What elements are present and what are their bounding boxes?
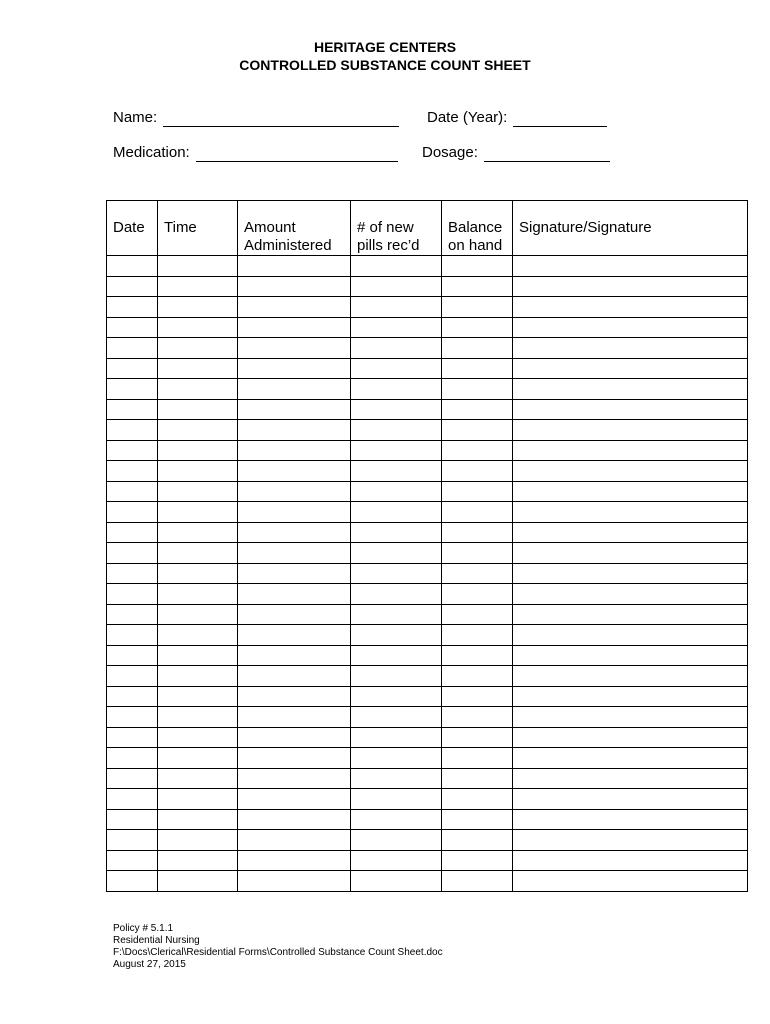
cell-balance-on-hand[interactable] (442, 563, 513, 584)
table-row (107, 563, 748, 584)
cell-new-pills-received[interactable] (351, 522, 442, 543)
cell-amount-administered[interactable] (238, 440, 351, 461)
cell-time[interactable] (158, 768, 238, 789)
cell-date[interactable] (107, 727, 158, 748)
column-header-new-pills-received: # of new pills rec’d (351, 201, 442, 256)
cell-time[interactable] (158, 707, 238, 728)
cell-signature[interactable] (513, 584, 748, 605)
cell-new-pills-received[interactable] (351, 727, 442, 748)
cell-balance-on-hand[interactable] (442, 645, 513, 666)
cell-new-pills-received[interactable] (351, 338, 442, 359)
footer-policy-number: Policy # 5.1.1 (113, 923, 174, 934)
cell-amount-administered[interactable] (238, 850, 351, 871)
cell-date[interactable] (107, 481, 158, 502)
cell-time[interactable] (158, 358, 238, 379)
cell-signature[interactable] (513, 461, 748, 482)
cell-signature[interactable] (513, 789, 748, 810)
cell-new-pills-received[interactable] (351, 502, 442, 523)
cell-time[interactable] (158, 830, 238, 851)
cell-signature[interactable] (513, 522, 748, 543)
cell-balance-on-hand[interactable] (442, 707, 513, 728)
table-row (107, 850, 748, 871)
cell-balance-on-hand[interactable] (442, 297, 513, 318)
form-title (0, 38, 770, 74)
cell-new-pills-received[interactable] (351, 256, 442, 277)
cell-date[interactable] (107, 317, 158, 338)
cell-new-pills-received[interactable] (351, 789, 442, 810)
cell-date[interactable] (107, 850, 158, 871)
cell-balance-on-hand[interactable] (442, 850, 513, 871)
document-footer (113, 923, 443, 971)
footer-file-path: F:\Docs\Clerical\Residential Forms\Controlled Substance Count Sheet.doc (113, 947, 443, 958)
column-header-signature: Signature/Signature (513, 201, 748, 256)
date-year-label: Date (Year): (427, 109, 508, 126)
cell-signature[interactable] (513, 850, 748, 871)
cell-date[interactable] (107, 625, 158, 646)
cell-date[interactable] (107, 871, 158, 892)
cell-time[interactable] (158, 871, 238, 892)
cell-date[interactable] (107, 604, 158, 625)
date-year-field[interactable] (427, 109, 607, 127)
cell-time[interactable] (158, 850, 238, 871)
table-row (107, 727, 748, 748)
table-row (107, 256, 748, 277)
table-row (107, 297, 748, 318)
medication-blank-line[interactable] (196, 146, 398, 162)
cell-signature[interactable] (513, 625, 748, 646)
cell-time[interactable] (158, 543, 238, 564)
table-row (107, 666, 748, 687)
cell-date[interactable] (107, 338, 158, 359)
cell-time[interactable] (158, 604, 238, 625)
cell-date[interactable] (107, 666, 158, 687)
cell-signature[interactable] (513, 686, 748, 707)
table-row (107, 645, 748, 666)
cell-new-pills-received[interactable] (351, 297, 442, 318)
name-label: Name: (113, 109, 158, 126)
cell-amount-administered[interactable] (238, 645, 351, 666)
cell-date[interactable] (107, 297, 158, 318)
cell-time[interactable] (158, 461, 238, 482)
table-row (107, 830, 748, 851)
table-row (107, 768, 748, 789)
cell-balance-on-hand[interactable] (442, 420, 513, 441)
cell-signature[interactable] (513, 768, 748, 789)
medication-field[interactable] (113, 144, 398, 162)
column-header-time: Time (158, 201, 238, 256)
cell-date[interactable] (107, 440, 158, 461)
cell-time[interactable] (158, 317, 238, 338)
cell-signature[interactable] (513, 358, 748, 379)
cell-signature[interactable] (513, 809, 748, 830)
footer-department: Residential Nursing (113, 935, 200, 946)
cell-time[interactable] (158, 727, 238, 748)
cell-time[interactable] (158, 748, 238, 769)
cell-new-pills-received[interactable] (351, 645, 442, 666)
cell-signature[interactable] (513, 707, 748, 728)
cell-date[interactable] (107, 789, 158, 810)
cell-signature[interactable] (513, 604, 748, 625)
cell-signature[interactable] (513, 256, 748, 277)
cell-balance-on-hand[interactable] (442, 830, 513, 851)
table-row (107, 317, 748, 338)
cell-time[interactable] (158, 276, 238, 297)
cell-signature[interactable] (513, 666, 748, 687)
table-row (107, 584, 748, 605)
cell-amount-administered[interactable] (238, 461, 351, 482)
medication-label: Medication: (113, 144, 190, 161)
table-row (107, 543, 748, 564)
cell-new-pills-received[interactable] (351, 707, 442, 728)
cell-signature[interactable] (513, 748, 748, 769)
date-year-blank-line[interactable] (513, 111, 607, 127)
cell-amount-administered[interactable] (238, 481, 351, 502)
dosage-label: Dosage: (422, 144, 478, 161)
column-header-date: Date (107, 201, 158, 256)
cell-balance-on-hand[interactable] (442, 522, 513, 543)
cell-time[interactable] (158, 625, 238, 646)
cell-signature[interactable] (513, 481, 748, 502)
cell-new-pills-received[interactable] (351, 809, 442, 830)
table-row (107, 748, 748, 769)
cell-signature[interactable] (513, 440, 748, 461)
cell-time[interactable] (158, 686, 238, 707)
cell-signature[interactable] (513, 502, 748, 523)
cell-amount-administered[interactable] (238, 707, 351, 728)
cell-time[interactable] (158, 420, 238, 441)
table-row (107, 399, 748, 420)
cell-amount-administered[interactable] (238, 297, 351, 318)
cell-date[interactable] (107, 256, 158, 277)
table-row (107, 276, 748, 297)
cell-balance-on-hand[interactable] (442, 379, 513, 400)
cell-new-pills-received[interactable] (351, 317, 442, 338)
cell-new-pills-received[interactable] (351, 666, 442, 687)
cell-signature[interactable] (513, 338, 748, 359)
cell-balance-on-hand[interactable] (442, 604, 513, 625)
cell-amount-administered[interactable] (238, 420, 351, 441)
column-header-amount-administered: Amount Administered (238, 201, 351, 256)
table-row (107, 604, 748, 625)
cell-time[interactable] (158, 338, 238, 359)
cell-date[interactable] (107, 522, 158, 543)
cell-date[interactable] (107, 748, 158, 769)
cell-new-pills-received[interactable] (351, 399, 442, 420)
cell-date[interactable] (107, 809, 158, 830)
cell-balance-on-hand[interactable] (442, 768, 513, 789)
cell-balance-on-hand[interactable] (442, 461, 513, 482)
cell-balance-on-hand[interactable] (442, 686, 513, 707)
cell-balance-on-hand[interactable] (442, 809, 513, 830)
cell-time[interactable] (158, 440, 238, 461)
cell-amount-administered[interactable] (238, 830, 351, 851)
cell-time[interactable] (158, 481, 238, 502)
table-row (107, 809, 748, 830)
cell-balance-on-hand[interactable] (442, 502, 513, 523)
cell-amount-administered[interactable] (238, 379, 351, 400)
cell-signature[interactable] (513, 543, 748, 564)
cell-balance-on-hand[interactable] (442, 440, 513, 461)
cell-new-pills-received[interactable] (351, 850, 442, 871)
cell-balance-on-hand[interactable] (442, 276, 513, 297)
cell-date[interactable] (107, 563, 158, 584)
cell-amount-administered[interactable] (238, 768, 351, 789)
cell-balance-on-hand[interactable] (442, 543, 513, 564)
cell-balance-on-hand[interactable] (442, 789, 513, 810)
count-table (106, 200, 748, 892)
cell-new-pills-received[interactable] (351, 830, 442, 851)
table-body (107, 256, 748, 892)
cell-balance-on-hand[interactable] (442, 871, 513, 892)
cell-new-pills-received[interactable] (351, 748, 442, 769)
cell-amount-administered[interactable] (238, 338, 351, 359)
cell-amount-administered[interactable] (238, 358, 351, 379)
cell-time[interactable] (158, 256, 238, 277)
cell-new-pills-received[interactable] (351, 686, 442, 707)
dosage-field[interactable] (422, 144, 610, 162)
cell-amount-administered[interactable] (238, 871, 351, 892)
cell-new-pills-received[interactable] (351, 625, 442, 646)
cell-new-pills-received[interactable] (351, 379, 442, 400)
cell-amount-administered[interactable] (238, 727, 351, 748)
cell-signature[interactable] (513, 276, 748, 297)
cell-balance-on-hand[interactable] (442, 256, 513, 277)
cell-time[interactable] (158, 584, 238, 605)
table-row (107, 481, 748, 502)
cell-balance-on-hand[interactable] (442, 358, 513, 379)
table-row (107, 522, 748, 543)
cell-date[interactable] (107, 707, 158, 728)
cell-amount-administered[interactable] (238, 399, 351, 420)
cell-new-pills-received[interactable] (351, 584, 442, 605)
cell-signature[interactable] (513, 297, 748, 318)
cell-balance-on-hand[interactable] (442, 317, 513, 338)
cell-signature[interactable] (513, 871, 748, 892)
column-header-balance-on-hand: Balance on hand (442, 201, 513, 256)
cell-new-pills-received[interactable] (351, 420, 442, 441)
cell-new-pills-received[interactable] (351, 604, 442, 625)
cell-new-pills-received[interactable] (351, 276, 442, 297)
table-row (107, 789, 748, 810)
cell-signature[interactable] (513, 727, 748, 748)
cell-date[interactable] (107, 543, 158, 564)
cell-balance-on-hand[interactable] (442, 338, 513, 359)
cell-date[interactable] (107, 502, 158, 523)
cell-new-pills-received[interactable] (351, 871, 442, 892)
cell-time[interactable] (158, 297, 238, 318)
cell-time[interactable] (158, 666, 238, 687)
title-line-organization: HERITAGE CENTERS (313, 39, 457, 55)
cell-amount-administered[interactable] (238, 276, 351, 297)
cell-new-pills-received[interactable] (351, 461, 442, 482)
cell-date[interactable] (107, 461, 158, 482)
footer-date: August 27, 2015 (113, 959, 186, 970)
cell-time[interactable] (158, 563, 238, 584)
cell-signature[interactable] (513, 830, 748, 851)
cell-amount-administered[interactable] (238, 748, 351, 769)
table-header-row (107, 201, 748, 256)
table-row (107, 707, 748, 728)
cell-time[interactable] (158, 522, 238, 543)
cell-amount-administered[interactable] (238, 543, 351, 564)
table-row (107, 871, 748, 892)
name-blank-line[interactable] (163, 111, 399, 127)
cell-amount-administered[interactable] (238, 789, 351, 810)
cell-amount-administered[interactable] (238, 809, 351, 830)
cell-signature[interactable] (513, 317, 748, 338)
cell-amount-administered[interactable] (238, 686, 351, 707)
cell-new-pills-received[interactable] (351, 768, 442, 789)
cell-time[interactable] (158, 502, 238, 523)
table-row (107, 625, 748, 646)
cell-date[interactable] (107, 584, 158, 605)
cell-date[interactable] (107, 420, 158, 441)
table-row (107, 338, 748, 359)
cell-balance-on-hand[interactable] (442, 584, 513, 605)
name-field[interactable] (113, 109, 399, 127)
cell-date[interactable] (107, 645, 158, 666)
cell-date[interactable] (107, 276, 158, 297)
cell-date[interactable] (107, 399, 158, 420)
cell-time[interactable] (158, 379, 238, 400)
cell-date[interactable] (107, 358, 158, 379)
cell-new-pills-received[interactable] (351, 358, 442, 379)
cell-date[interactable] (107, 768, 158, 789)
cell-date[interactable] (107, 379, 158, 400)
cell-amount-administered[interactable] (238, 584, 351, 605)
cell-signature[interactable] (513, 563, 748, 584)
cell-balance-on-hand[interactable] (442, 625, 513, 646)
cell-new-pills-received[interactable] (351, 440, 442, 461)
cell-signature[interactable] (513, 379, 748, 400)
table-row (107, 440, 748, 461)
table-row (107, 502, 748, 523)
cell-time[interactable] (158, 399, 238, 420)
cell-amount-administered[interactable] (238, 256, 351, 277)
cell-balance-on-hand[interactable] (442, 748, 513, 769)
cell-new-pills-received[interactable] (351, 543, 442, 564)
table-row (107, 420, 748, 441)
table-row (107, 379, 748, 400)
cell-amount-administered[interactable] (238, 522, 351, 543)
cell-new-pills-received[interactable] (351, 481, 442, 502)
cell-balance-on-hand[interactable] (442, 399, 513, 420)
cell-balance-on-hand[interactable] (442, 727, 513, 748)
table-row (107, 358, 748, 379)
cell-date[interactable] (107, 830, 158, 851)
cell-date[interactable] (107, 686, 158, 707)
cell-time[interactable] (158, 789, 238, 810)
title-line-form-name: CONTROLLED SUBSTANCE COUNT SHEET (239, 57, 531, 73)
cell-amount-administered[interactable] (238, 502, 351, 523)
table-row (107, 461, 748, 482)
cell-signature[interactable] (513, 420, 748, 441)
cell-amount-administered[interactable] (238, 666, 351, 687)
cell-time[interactable] (158, 645, 238, 666)
cell-signature[interactable] (513, 399, 748, 420)
cell-balance-on-hand[interactable] (442, 666, 513, 687)
cell-amount-administered[interactable] (238, 563, 351, 584)
cell-new-pills-received[interactable] (351, 563, 442, 584)
dosage-blank-line[interactable] (484, 146, 610, 162)
cell-amount-administered[interactable] (238, 625, 351, 646)
cell-amount-administered[interactable] (238, 604, 351, 625)
cell-signature[interactable] (513, 645, 748, 666)
cell-time[interactable] (158, 809, 238, 830)
cell-balance-on-hand[interactable] (442, 481, 513, 502)
table-row (107, 686, 748, 707)
cell-amount-administered[interactable] (238, 317, 351, 338)
